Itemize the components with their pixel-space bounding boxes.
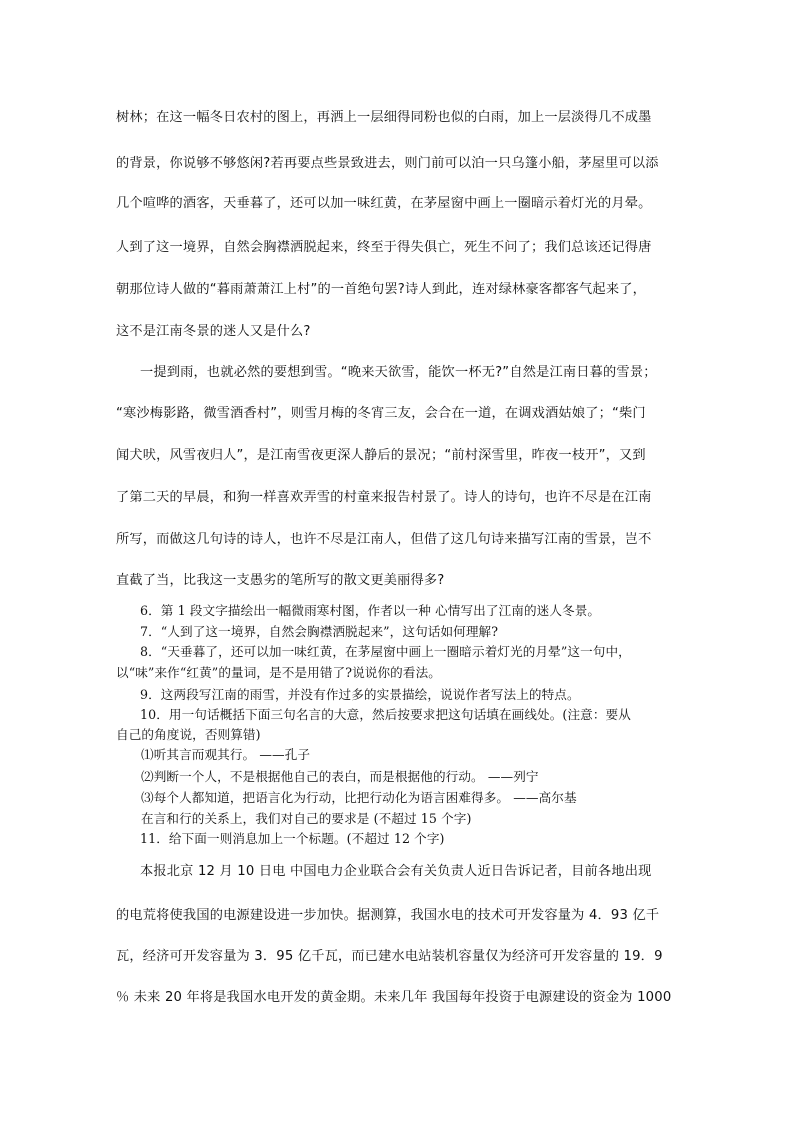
question-10-continued: 自己的角度说，否则算错) [116,727,261,742]
passage-line: 几个喧哗的酒客，天垂暮了，还可以加一味红黄，在茅屋窗中画上一圈暗示着灯光的月晕。 [116,196,652,211]
passage-line: 人到了这一境界，自然会胸襟洒脱起来，终至于得失俱亡，死生不问了；我们总该还记得唐 [116,240,652,255]
question-7: 7．“人到了这一境界，自然会胸襟洒脱起来”，这句话如何理解? [140,624,499,639]
news-line: 瓦，经济可开发容量为 3．95 亿千瓦，而已建水电站装机容量仅为经济可开发容量的 19．9 [116,949,663,964]
news-line: ％ 未来 20 年将是我国水电开发的黄金期。未来几年 我国每年投资于电源建设的资金为 1000 [116,990,672,1005]
passage-line: 朝那位诗人做的“暮雨萧萧江上村”的一首绝句罢?诗人到此，连对绿林豪客都客气起来了， [116,282,646,297]
news-line: 的电荒将使我国的电源建设进一步加快。据测算，我国水电的技术可开发容量为 4．93 亿千 [116,908,660,923]
quote-2: ⑵判断一个人，不是根据他自己的表白，而是根据他的行动。 ——列宁 [141,769,539,784]
passage-line: 闻犬吠，风雪夜归人”，是江南雪夜更深人静后的景况；“前村深雪里，昨夜一枝开”，又到 [116,448,646,463]
question-9: 9．这两段写江南的雨雪，并没有作过多的实景描绘，说说作者写法上的特点。 [140,687,580,702]
passage-line: 一提到雨，也就必然的要想到雪。“晚来天欲雪，能饮一杯无?”自然是江南日暮的雪景； [140,365,657,380]
news-line: 本报北京 12 月 10 日电 中国电力企业联合会有关负责人近日告诉记者，目前各地出现 [140,864,652,879]
quote-3: ⑶每个人都知道，把语言化为行动，比把行动化为语言困难得多。 ——高尔基 [141,790,577,805]
passage-line: 所写，而做这几句诗的诗人，也许不尽是江南人，但借了这几句诗来描写江南的雪景，岂不 [116,532,652,547]
passage-line: 树林；在这一幅冬日农村的图上，再洒上一层细得同粉也似的白雨，加上一层淡得几不成墨 [116,110,652,125]
passage-line: 的背景，你说够不够悠闲?若再要点些景致进去，则门前可以泊一只乌篷小船，茅屋里可以添 [116,156,659,171]
passage-line: “寒沙梅影路，微雪酒香村”，则雪月梅的冬宵三友，会合在一道，在调戏酒姑娘了；“柴门 [116,406,646,421]
quote-1: ⑴听其言而观其行。 ——孔子 [141,747,311,762]
question-8: 8．“天垂暮了，还可以加一味红黄，在茅屋窗中画上一圈暗示着灯光的月晕”这一句中， [140,644,631,659]
passage-line: 这不是江南冬景的迷人又是什么? [116,324,311,339]
question-8-continued: 以“味”来作“红黄”的量词，是不是用错了?说说你的看法。 [116,665,441,680]
question-6: 6．第 1 段文字描绘出一幅微雨寒村图，作者以一种 心情写出了江南的迷人冬景。 [140,603,601,618]
passage-line: 直截了当，比我这一支愚劣的笔所写的散文更美丽得多? [116,573,445,588]
question-11: 11．给下面一则消息加上一个标题。(不超过 12 个字) [140,831,445,846]
question-10: 10．用一句话概括下面三句名言的大意，然后按要求把这句话填在画线处。(注意：要从 [140,707,631,722]
question-10-answer-prompt: 在言和行的关系上，我们对自己的要求是 (不超过 15 个字) [141,811,472,826]
passage-line: 了第二天的早晨，和狗一样喜欢弄雪的村童来报告村景了。诗人的诗句，也许不尽是在江南 [116,490,652,505]
